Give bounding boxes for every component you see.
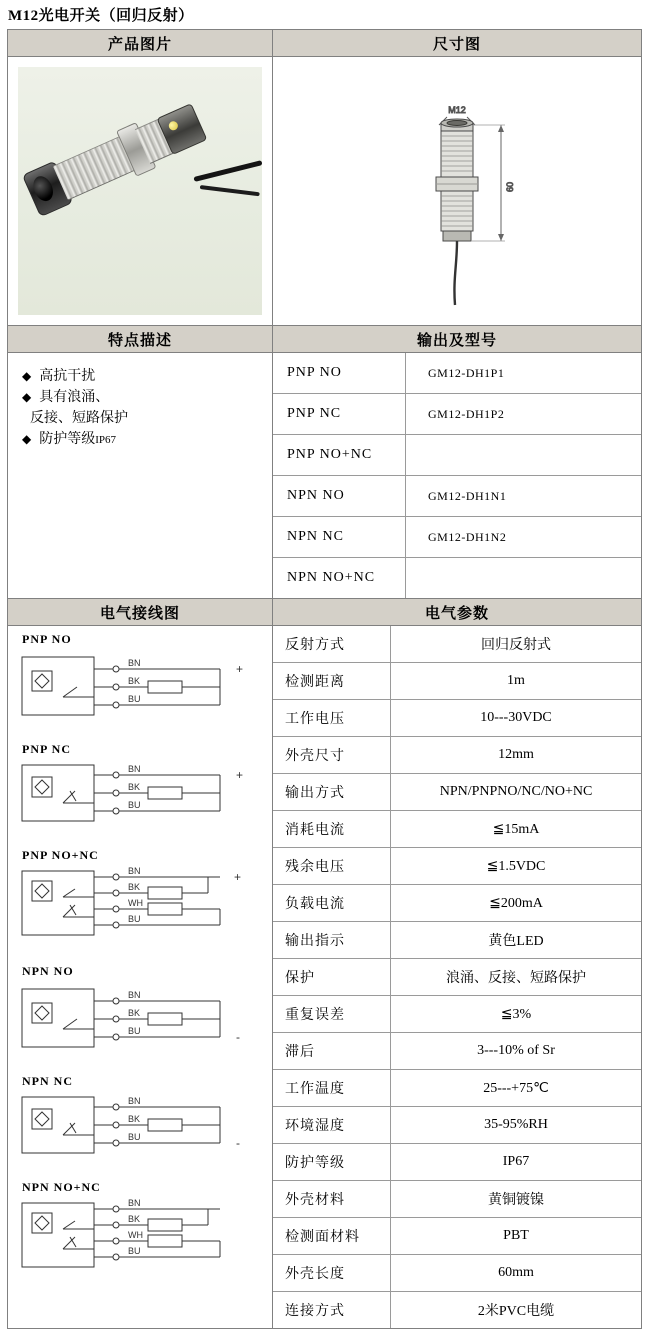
wire-label-bu: BU [128, 1132, 141, 1142]
header-dimension-drawing: 尺寸图 [273, 30, 642, 57]
wire-label-bk: BK [128, 1214, 141, 1224]
model-code [406, 558, 642, 599]
param-value: ≦1.5VDC [391, 848, 642, 885]
table-row [273, 1144, 641, 1181]
wire-label-bu: BU [128, 694, 141, 704]
table-row [273, 811, 641, 848]
diamond-icon: ◆ [22, 390, 32, 404]
model-type: NPN NO [273, 476, 406, 517]
wiring-block-npn-no [8, 964, 272, 1070]
wire-label-wh: WH [128, 898, 143, 908]
param-name: 外壳尺寸 [273, 737, 391, 774]
table-row [273, 626, 641, 663]
param-name: 防护等级 [273, 1144, 391, 1181]
table-row [273, 922, 641, 959]
table-row [273, 848, 641, 885]
table-row [273, 1070, 641, 1107]
table-row [273, 774, 641, 811]
table-row [273, 1255, 641, 1292]
wiring-block-pnp-no [8, 632, 272, 738]
wiring-svg-pnp-nc [8, 757, 270, 839]
wire-label-bu: BU [128, 800, 141, 810]
table-row [273, 959, 641, 996]
param-value: 1m [391, 663, 642, 700]
param-value: 3---10% of Sr [391, 1033, 642, 1070]
wire-label-bn: BN [128, 658, 141, 668]
wire-label-bn: BN [128, 1096, 141, 1106]
model-type: NPN NC [273, 517, 406, 558]
param-value: 黄铜镀镍 [391, 1181, 642, 1218]
model-code: GM12-DH1P2 [406, 394, 642, 435]
feature-label [39, 430, 116, 450]
dimension-drawing [273, 57, 641, 325]
sensor-cable-upper [193, 160, 262, 182]
models-table [273, 353, 641, 598]
param-name: 检测距离 [273, 663, 391, 700]
param-value: 60mm [391, 1255, 642, 1292]
param-value: 12mm [391, 737, 642, 774]
table-row [273, 996, 641, 1033]
wiring-svg-npn-no [8, 979, 270, 1065]
wire-label-bk: BK [128, 676, 141, 686]
param-name: 检测面材料 [273, 1218, 391, 1255]
features-cell [8, 353, 273, 599]
wiring-title: PNP NO+NC [22, 848, 99, 862]
params-table [273, 626, 641, 1328]
wiring-svg-npn-nc [8, 1089, 270, 1171]
table-row [273, 558, 641, 599]
wiring-block-pnp-nc [8, 742, 272, 844]
header-row-3 [8, 599, 642, 626]
wiring-svg-npn-nonc [8, 1195, 270, 1281]
wire-label-bn: BN [128, 866, 141, 876]
feature-item [22, 409, 264, 428]
header-row-1 [8, 30, 642, 57]
param-name: 输出指示 [273, 922, 391, 959]
wiring-params-row [8, 626, 642, 1329]
wire-sign-plus: + [234, 870, 242, 884]
header-product-image: 产品图片 [8, 30, 273, 57]
page-title: M12光电开关（回归反射） [8, 8, 194, 24]
param-value: IP67 [391, 1144, 642, 1181]
features-list [8, 353, 272, 589]
wire-label-bk: BK [128, 1114, 141, 1124]
model-type: PNP NO [273, 353, 406, 394]
header-row-2 [8, 326, 642, 353]
table-row [273, 435, 641, 476]
feature-item [22, 430, 264, 450]
wire-label-bn: BN [128, 764, 141, 774]
table-row [273, 353, 641, 394]
datasheet-table [7, 29, 642, 1329]
param-name: 负载电流 [273, 885, 391, 922]
wiring-title: PNP NC [22, 742, 71, 756]
table-row [273, 700, 641, 737]
features-models-row [8, 353, 642, 599]
wire-label-bk: BK [128, 782, 141, 792]
sensor-led-icon [167, 120, 179, 132]
feature-item [22, 388, 264, 407]
param-name: 残余电压 [273, 848, 391, 885]
image-row [8, 57, 642, 326]
param-name: 消耗电流 [273, 811, 391, 848]
product-photo-cell [8, 57, 273, 326]
wiring-svg-pnp-nonc [8, 863, 270, 955]
diamond-icon: ◆ [22, 432, 32, 446]
wire-label-bn: BN [128, 990, 141, 1000]
feature-label: 反接、短路保护 [30, 411, 128, 426]
param-name: 连接方式 [273, 1292, 391, 1329]
model-code [406, 435, 642, 476]
wiring-block-pnp-nonc [8, 848, 272, 960]
param-name: 工作电压 [273, 700, 391, 737]
wiring-title: PNP NO [22, 632, 72, 646]
wire-sign-minus: - [236, 1030, 240, 1044]
param-name: 反射方式 [273, 626, 391, 663]
table-row [273, 1033, 641, 1070]
feature-label-suffix: IP67 [95, 434, 117, 446]
param-name: 工作温度 [273, 1070, 391, 1107]
header-output-models: 输出及型号 [273, 326, 642, 353]
wiring-title: NPN NO [22, 964, 74, 978]
wiring-block-npn-nc [8, 1074, 272, 1176]
param-name: 外壳材料 [273, 1181, 391, 1218]
dimension-drawing-cell [273, 57, 642, 326]
param-value: ≦200mA [391, 885, 642, 922]
wiring-cell [8, 626, 273, 1329]
param-value: 浪涌、反接、短路保护 [391, 959, 642, 996]
table-row [273, 663, 641, 700]
feature-label-main: 防护等级 [39, 432, 96, 447]
param-value: 回归反射式 [481, 638, 551, 653]
param-name: 输出方式 [273, 774, 391, 811]
wire-sign-plus: + [236, 662, 244, 676]
param-value: 2米PVC电缆 [391, 1292, 642, 1329]
sensor-cable [200, 185, 260, 196]
feature-label: 高抗干扰 [39, 369, 96, 384]
wiring-block-npn-nonc [8, 1180, 272, 1286]
param-value: ≦15mA [391, 811, 642, 848]
param-value: NPN/PNPNO/NC/NO+NC [391, 774, 642, 811]
table-row [273, 1218, 641, 1255]
model-type: NPN NO+NC [273, 558, 406, 599]
wire-label-bk: BK [128, 882, 141, 892]
param-name: 保护 [273, 959, 391, 996]
model-type: PNP NO+NC [273, 435, 406, 476]
param-name: 外壳长度 [273, 1255, 391, 1292]
table-row [273, 1107, 641, 1144]
param-value: ≦3% [391, 996, 642, 1033]
table-row [273, 1181, 641, 1218]
param-name: 重复误差 [273, 996, 391, 1033]
table-row [273, 885, 641, 922]
table-row [273, 517, 641, 558]
wire-label-bn: BN [128, 1198, 141, 1208]
dimension-thread-label: M12 [448, 105, 466, 115]
table-row [273, 1292, 641, 1329]
model-code: GM12-DH1N2 [406, 517, 642, 558]
models-cell [273, 353, 642, 599]
param-value: 10---30VDC [391, 700, 642, 737]
model-type: PNP NC [273, 394, 406, 435]
header-features: 特点描述 [8, 326, 273, 353]
wire-label-bk: BK [128, 1008, 141, 1018]
model-code: GM12-DH1N1 [406, 476, 642, 517]
wire-label-bu: BU [128, 1026, 141, 1036]
header-wiring-diagram: 电气接线图 [8, 599, 273, 626]
param-value: 黄色LED [391, 922, 642, 959]
param-name: 滞后 [273, 1033, 391, 1070]
param-value: 35-95%RH [391, 1107, 642, 1144]
table-row [273, 476, 641, 517]
param-value: 25---+75℃ [391, 1070, 642, 1107]
wire-label-wh: WH [128, 1230, 143, 1240]
param-name: 环境湿度 [273, 1107, 391, 1144]
model-code: GM12-DH1P1 [428, 365, 505, 380]
wiring-title: NPN NO+NC [22, 1180, 101, 1194]
feature-item [22, 367, 264, 386]
wire-sign-minus: - [236, 1136, 240, 1150]
product-photo [18, 67, 262, 315]
wire-sign-plus: + [236, 768, 244, 782]
dimension-length-label: 60 [505, 181, 515, 193]
table-row [273, 737, 641, 774]
param-value: PBT [391, 1218, 642, 1255]
wiring-diagrams [8, 626, 272, 1296]
params-cell [273, 626, 642, 1329]
wire-label-bu: BU [128, 914, 141, 924]
table-row [273, 394, 641, 435]
diamond-icon: ◆ [22, 369, 32, 383]
sensor-illustration [18, 94, 209, 230]
wiring-svg-pnp-no [8, 647, 270, 733]
wiring-title: NPN NC [22, 1074, 73, 1088]
wire-label-bu: BU [128, 1246, 141, 1256]
feature-label: 具有浪涌、 [39, 390, 110, 405]
header-parameters: 电气参数 [273, 599, 642, 626]
